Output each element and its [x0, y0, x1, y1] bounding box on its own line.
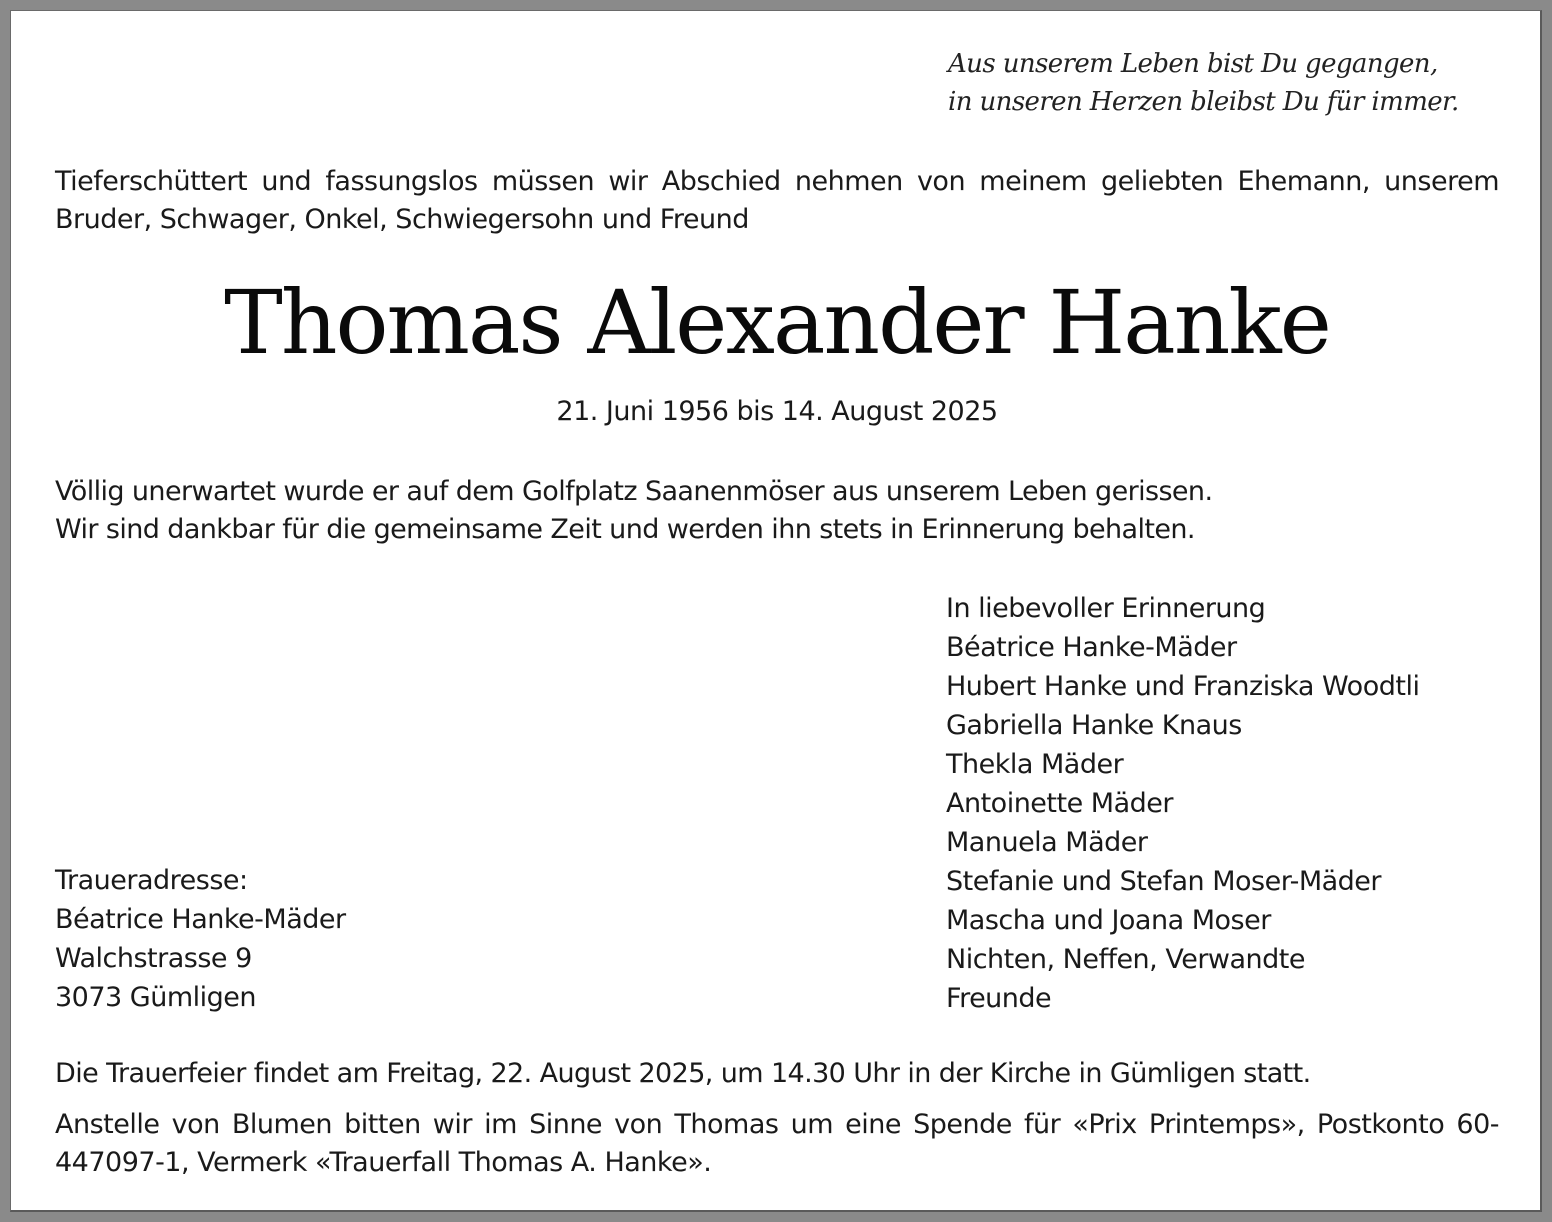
mourning-address	[55, 861, 346, 1017]
circumstance-line: Wir sind dankbar für die gemeinsame Zeit und werden ihn stets in Erinnerung behalten.	[55, 514, 1195, 545]
mourner-name: Béatrice Hanke-Mäder	[946, 632, 1237, 663]
mourner-name: Antoinette Mäder	[946, 788, 1173, 819]
circumstance-paragraph	[55, 473, 1499, 549]
mourner-name: Nichten, Neffen, Verwandte	[946, 944, 1306, 975]
motto-line: in unseren Herzen bleibst Du für immer.	[948, 87, 1459, 117]
funeral-service-info: Die Trauerfeier findet am Freitag, 22. August 2025, um 14.30 Uhr in der Kirche in Gümligen statt.	[55, 1058, 1311, 1089]
address-name: Béatrice Hanke-Mäder	[55, 904, 346, 935]
circumstance-line: Völlig unerwartet wurde er auf dem Golfplatz Saanenmöser aus unserem Leben gerissen.	[55, 476, 1213, 507]
mourner-name: Manuela Mäder	[946, 827, 1148, 858]
deceased-name: Thomas Alexander Hanke	[224, 271, 1330, 374]
address-city: 3073 Gümligen	[55, 982, 256, 1013]
mourner-name: Gabriella Hanke Knaus	[946, 710, 1242, 741]
life-dates: 21. Juni 1956 bis 14. August 2025	[556, 396, 998, 427]
donation-request: Anstelle von Blumen bitten wir im Sinne von Thomas um eine Spende für «Prix Printemps», Postkonto 60-447097-1, Vermerk «Trauerfall Thomas A. Hanke».	[55, 1109, 1499, 1178]
intro-paragraph: Tieferschüttert und fassungslos müssen wir Abschied nehmen von meinem geliebten Ehemann, unserem Bruder, Schwager, Onkel, Schwiegersohn und Freund	[55, 166, 1499, 235]
mourner-name: Stefanie und Stefan Moser-Mäder	[946, 866, 1382, 897]
address-label: Traueradresse:	[55, 865, 248, 896]
mourner-name: Thekla Mäder	[946, 749, 1124, 780]
mourner-name: Freunde	[946, 983, 1052, 1014]
motto-verse	[948, 45, 1459, 121]
mourners-heading: In liebevoller Erinnerung	[946, 593, 1266, 624]
address-street: Walchstrasse 9	[55, 943, 252, 974]
mourner-name: Mascha und Joana Moser	[946, 905, 1271, 936]
obituary-notice	[10, 10, 1542, 1212]
mourners-list	[946, 589, 1419, 1018]
motto-line: Aus unserem Leben bist Du gegangen,	[948, 49, 1438, 79]
mourner-name: Hubert Hanke und Franziska Woodtli	[946, 671, 1420, 702]
